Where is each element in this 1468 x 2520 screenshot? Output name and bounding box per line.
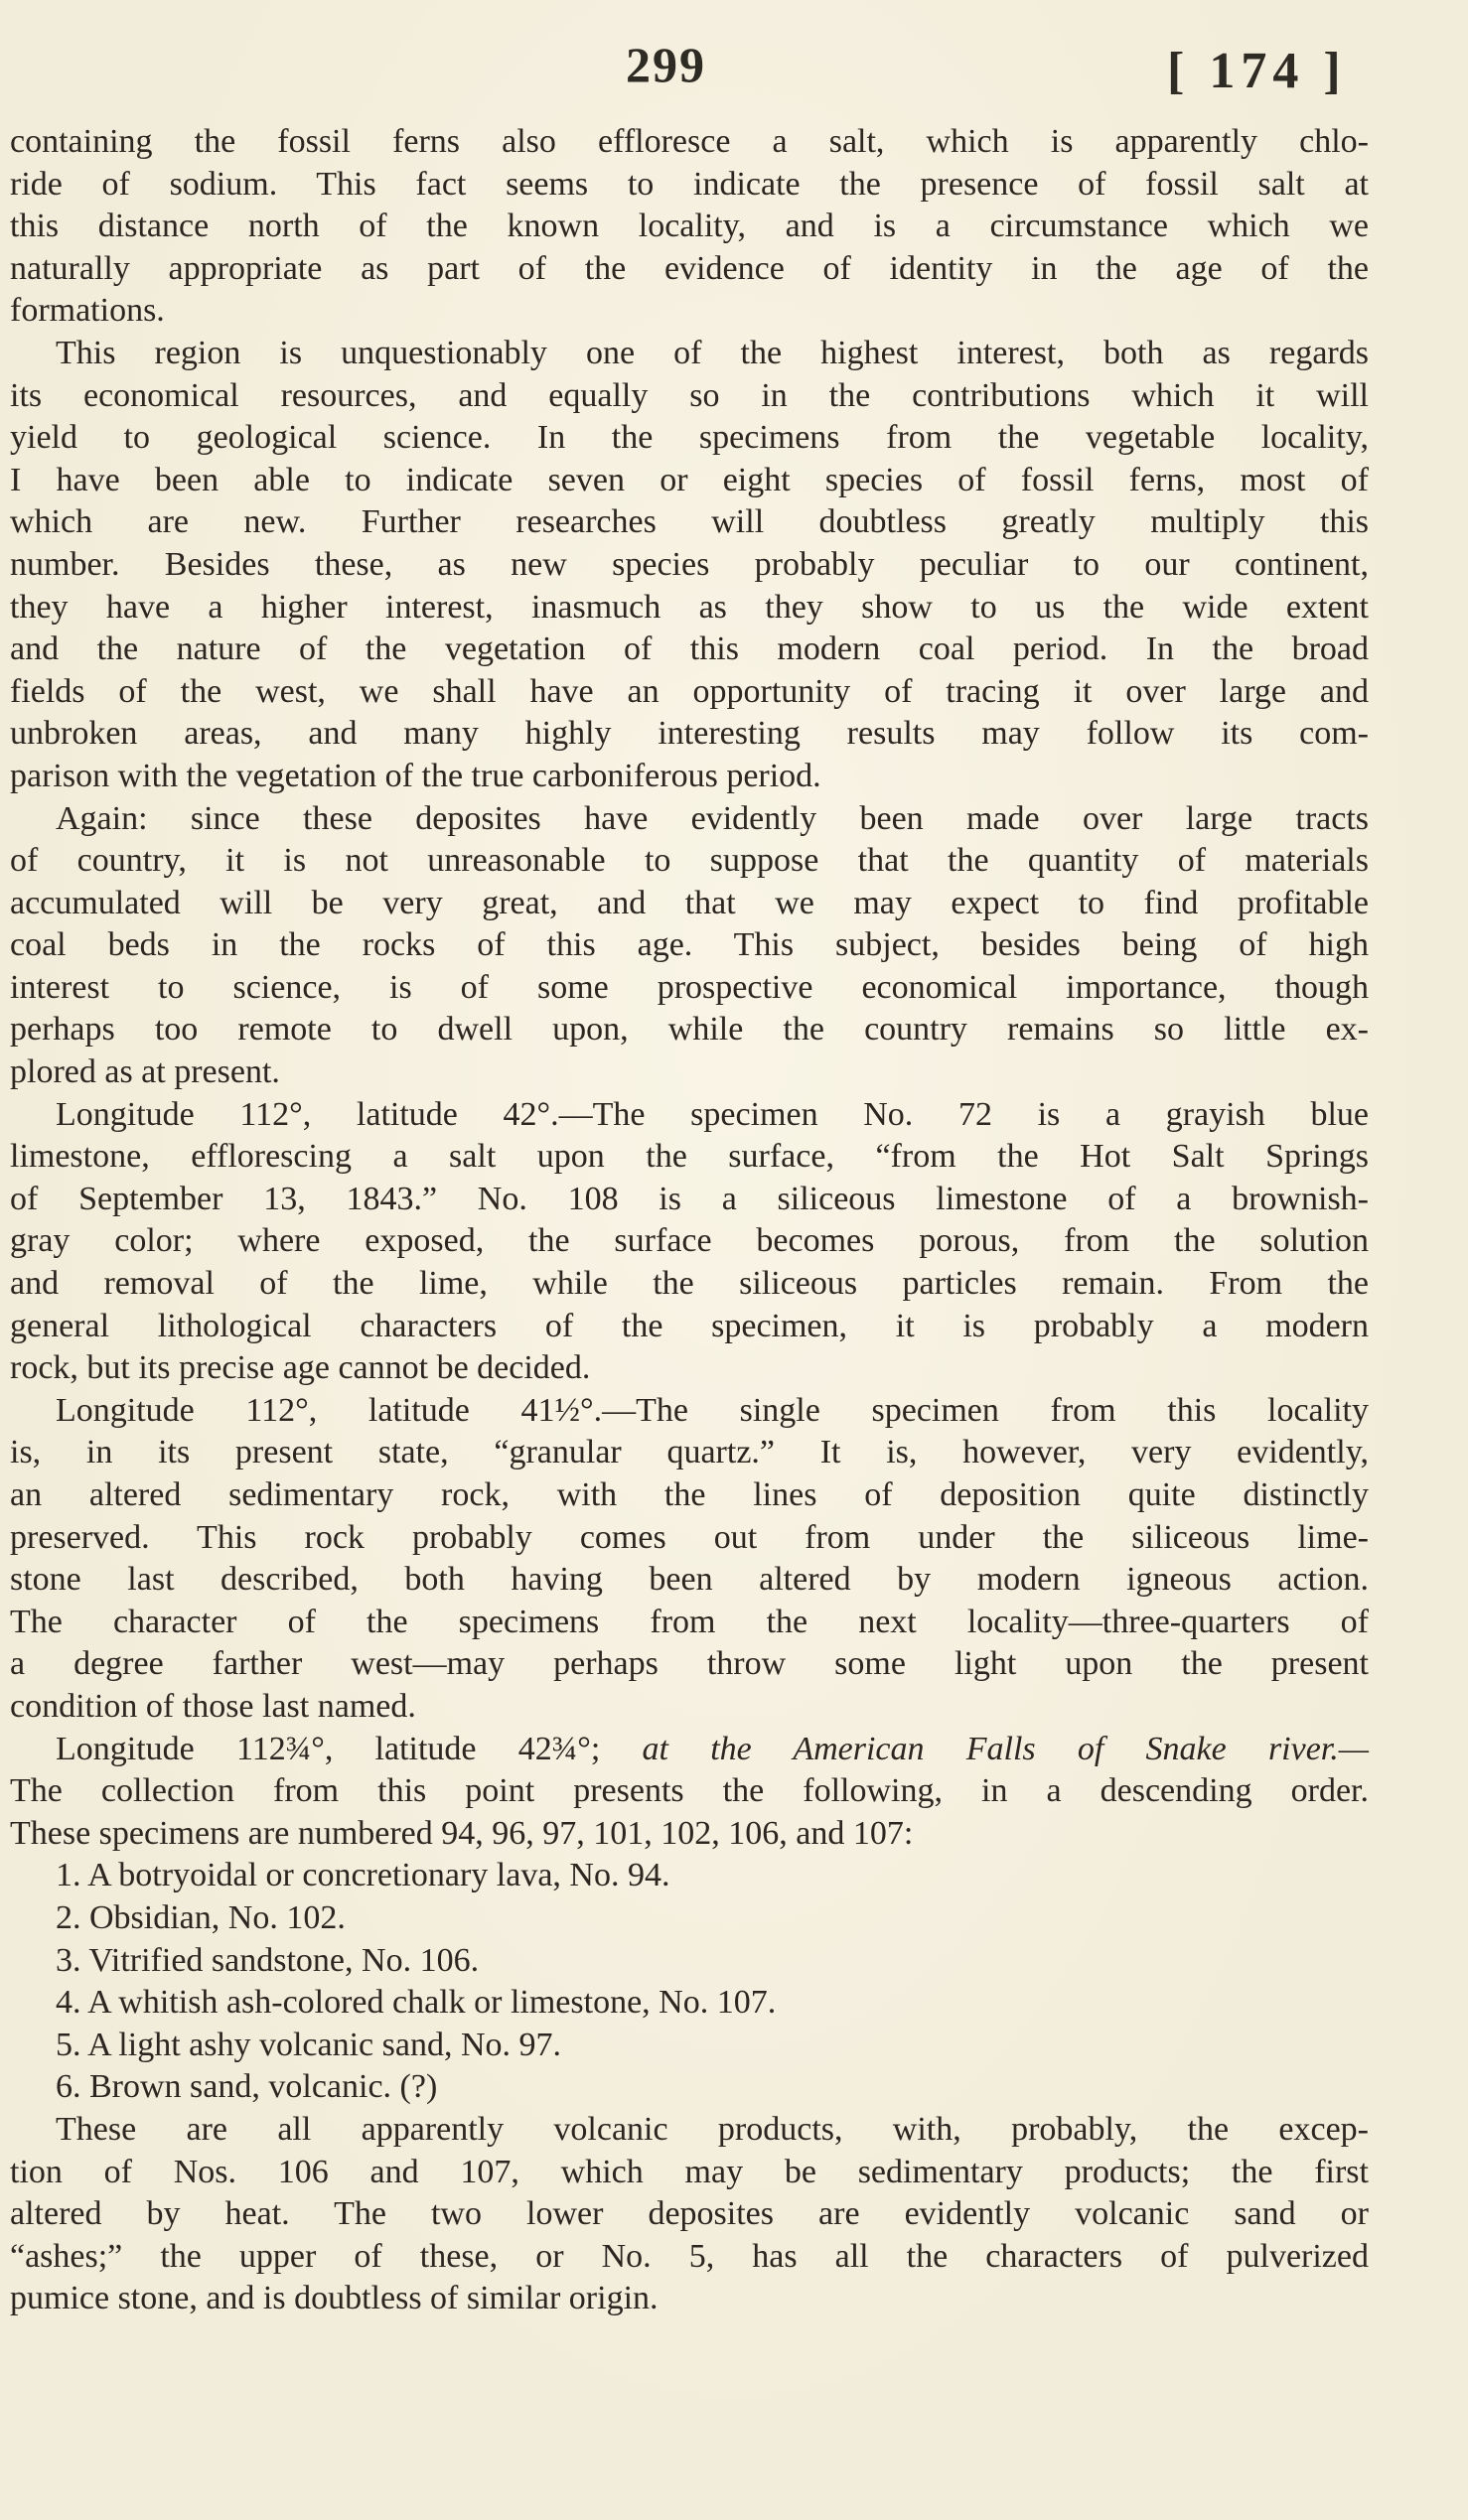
line-text: tion of Nos. 106 and 107, which may be sedimentary products; the first [10, 2153, 1369, 2190]
text-line [10, 1770, 1369, 1813]
text-line [10, 924, 1369, 967]
text-line [10, 501, 1369, 544]
list-item [10, 1897, 1369, 1940]
line-text: this distance north of the known locality, and is a circumstance which we [10, 208, 1369, 245]
page-number: 299 [626, 37, 706, 92]
line-text: limestone, efflorescing a salt upon the surface, “from the Hot Salt Springs [10, 1138, 1369, 1176]
list-item [10, 2025, 1369, 2067]
page-header [0, 28, 1468, 107]
line-text: These are all apparently volcanic products, with, probably, the excep- [56, 2110, 1369, 2148]
line-text: These specimens are numbered 94, 96, 97, 101, 102, 106, and 107: [10, 1814, 914, 1852]
list-item [10, 1855, 1369, 1897]
text-line [10, 2109, 1369, 2152]
line-text: and the nature of the vegetation of this modern coal period. In the broad [10, 630, 1369, 668]
text-line [10, 2193, 1369, 2236]
line-text: altered by heat. The two lower deposites are evidently volcanic sand or [10, 2195, 1369, 2233]
line-text: preserved. This rock probably comes out from under the siliceous lime- [10, 1518, 1369, 1556]
text-line [10, 629, 1369, 671]
italic-place-name: at the American Falls of Snake river.— [642, 1730, 1369, 1767]
text-line [10, 1517, 1369, 1560]
text-line [10, 1559, 1369, 1602]
text-line [10, 248, 1369, 291]
body-text [10, 121, 1369, 2320]
line-text: containing the fossil ferns also effloresce a salt, which is apparently chlo- [10, 123, 1369, 160]
text-line [10, 1094, 1369, 1137]
text-line [10, 1136, 1369, 1179]
text-line [10, 1220, 1369, 1263]
text-line [10, 1643, 1369, 1686]
text-line [10, 798, 1369, 841]
line-text: 1. A botryoidal or concretionary lava, No. 94. [56, 1857, 670, 1894]
line-text: and removal of the lime, while the siliceous particles remain. From the [10, 1265, 1369, 1303]
text-line [10, 1009, 1369, 1051]
line-text: This region is unquestionably one of the highest interest, both as regards [56, 334, 1369, 371]
text-line [10, 460, 1369, 502]
line-text: Longitude 112°, latitude 42°.—The specimen No. 72 is a grayish blue [56, 1095, 1369, 1133]
text-line [10, 671, 1369, 714]
line-text: The character of the specimens from the next locality—three-quarters of [10, 1603, 1369, 1640]
line-text: its economical resources, and equally so in the contributions which it will [10, 376, 1369, 414]
text-line [10, 1602, 1369, 1644]
text-line [10, 1263, 1369, 1306]
document-number: [ 174 ] [1167, 43, 1347, 99]
line-text: of country, it is not unreasonable to suppose that the quantity of materials [10, 842, 1369, 880]
line-text: parison with the vegetation of the true carboniferous period. [10, 757, 821, 794]
text-line [10, 713, 1369, 756]
line-text: “ashes;” the upper of these, or No. 5, has all the characters of pulverized [10, 2237, 1369, 2275]
line-text: formations. [10, 292, 165, 330]
line-text: perhaps too remote to dwell upon, while the country remains so little ex- [10, 1011, 1369, 1049]
line-text: fields of the west, we shall have an opportunity of tracing it over large and [10, 672, 1369, 710]
text-line [10, 2236, 1369, 2279]
text-line [10, 1179, 1369, 1221]
line-text: stone last described, both having been altered by modern igneous action. [10, 1561, 1369, 1599]
text-line [10, 1306, 1369, 1348]
line-text: unbroken areas, and many highly interesting results may follow its com- [10, 715, 1369, 753]
line-text: Again: since these deposites have evidently been made over large tracts [56, 799, 1369, 837]
text-line [10, 1813, 1369, 1856]
line-text: number. Besides these, as new species probably peculiar to our continent, [10, 545, 1369, 583]
line-text: 4. A whitish ash-colored chalk or limestone, No. 107. [56, 1984, 777, 2022]
text-line [10, 1347, 1369, 1390]
text-line [10, 333, 1369, 375]
text-line [10, 1432, 1369, 1474]
text-line [10, 1729, 1369, 1771]
line-text: Longitude 112°, latitude 41½°.—The single specimen from this locality [56, 1391, 1369, 1429]
text-line [10, 587, 1369, 630]
text-line [10, 544, 1369, 587]
line-text: 6. Brown sand, volcanic. (?) [56, 2068, 438, 2106]
line-text: general lithological characters of the specimen, it is probably a modern [10, 1307, 1369, 1344]
text-line [10, 840, 1369, 883]
text-line [10, 417, 1369, 460]
line-text: I have been able to indicate seven or eight species of fossil ferns, most of [10, 461, 1369, 498]
text-line [10, 164, 1369, 207]
line-text: gray color; where exposed, the surface becomes porous, from the solution [10, 1222, 1369, 1260]
text-line [10, 1390, 1369, 1433]
line-text: is, in its present state, “granular quartz.” It is, however, very evidently, [10, 1434, 1369, 1471]
line-text: interest to science, is of some prospective economical importance, though [10, 968, 1369, 1006]
line-text: coal beds in the rocks of this age. This subject, besides being of high [10, 926, 1369, 964]
line-text: of September 13, 1843.” No. 108 is a siliceous limestone of a brownish- [10, 1180, 1369, 1217]
line-text: ride of sodium. This fact seems to indicate the presence of fossil salt at [10, 165, 1369, 203]
line-text: The collection from this point presents the following, in a descending order. [10, 1772, 1369, 1810]
line-text: they have a higher interest, inasmuch as they show to us the wide extent [10, 588, 1369, 626]
list-item [10, 1982, 1369, 2025]
text-line [10, 1474, 1369, 1517]
line-text: 2. Obsidian, No. 102. [56, 1898, 346, 1936]
text-line [10, 1686, 1369, 1729]
text-line [10, 967, 1369, 1010]
text-line [10, 290, 1369, 333]
line-text: yield to geological science. In the specimens from the vegetable locality, [10, 419, 1369, 457]
text-line [10, 375, 1369, 418]
line-text: an altered sedimentary rock, with the lines of deposition quite distinctly [10, 1476, 1369, 1513]
text-line [10, 121, 1369, 164]
line-text: plored as at present. [10, 1053, 280, 1091]
line-text: naturally appropriate as part of the evidence of identity in the age of the [10, 249, 1369, 287]
list-item [10, 1940, 1369, 1983]
text-line [10, 1051, 1369, 1094]
line-text: which are new. Further researches will doubtless greatly multiply this [10, 503, 1369, 541]
line-text: condition of those last named. [10, 1687, 416, 1725]
line-text: 5. A light ashy volcanic sand, No. 97. [56, 2026, 562, 2063]
line-text: a degree farther west—may perhaps throw some light upon the present [10, 1645, 1369, 1683]
text-line [10, 2152, 1369, 2194]
line-text: 3. Vitrified sandstone, No. 106. [56, 1941, 480, 1979]
text-line [10, 883, 1369, 925]
text-line [10, 756, 1369, 798]
line-text: pumice stone, and is doubtless of similar origin. [10, 2280, 659, 2317]
text-line [10, 2278, 1369, 2320]
line-text: accumulated will be very great, and that we may expect to find profitable [10, 884, 1369, 921]
list-item [10, 2066, 1369, 2109]
line-text: Longitude 112¾°, latitude 42¾°; [56, 1730, 643, 1767]
text-line [10, 206, 1369, 248]
line-text: rock, but its precise age cannot be decided. [10, 1349, 591, 1387]
